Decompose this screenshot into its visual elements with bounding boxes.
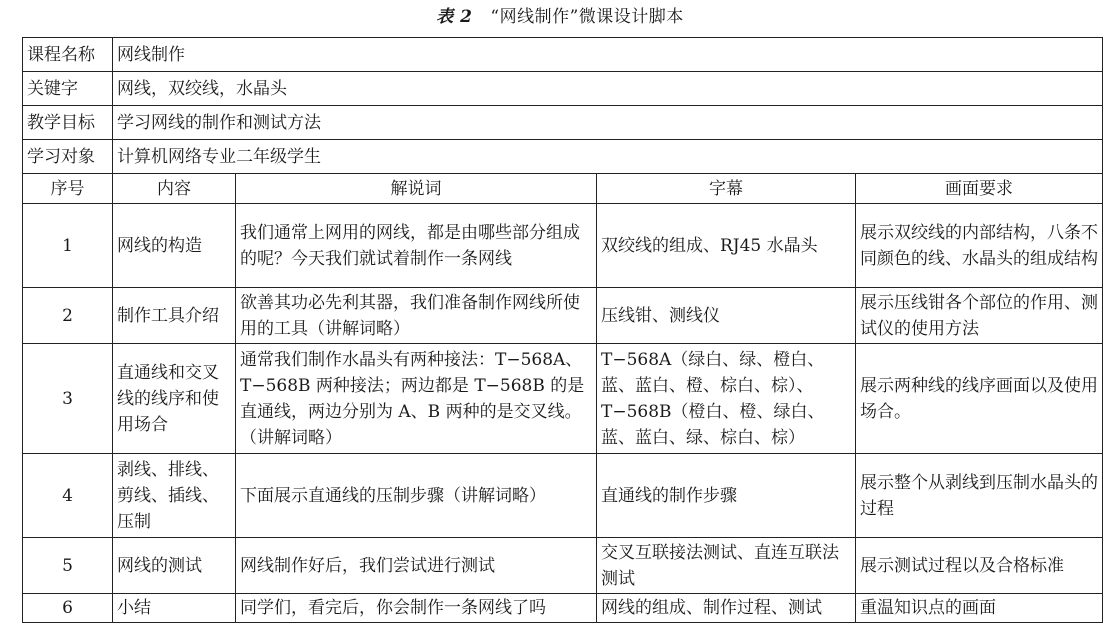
row-index: 1 bbox=[23, 204, 113, 288]
table-row bbox=[23, 288, 1103, 344]
row-subtitle: 网线的组成、制作过程、测试 bbox=[597, 594, 856, 623]
row-narration: 我们通常上网用的网线，都是由哪些部分组成的呢？今天我们就试着制作一条网线 bbox=[236, 204, 597, 288]
caption-number: 表 2 bbox=[436, 7, 473, 27]
row-content: 小结 bbox=[113, 594, 236, 623]
row-narration: 通常我们制作水晶头有两种接法：T−568A、T−568B 两种接法；两边都是 T−568B 的是直通线，两边分别为 A、B 两种的是交叉线。（讲解词略） bbox=[236, 344, 597, 454]
row-index: 6 bbox=[23, 594, 113, 623]
row-visual: 展示压线钳各个部位的作用、测试仪的使用方法 bbox=[856, 288, 1103, 344]
column-header-row bbox=[23, 174, 1103, 204]
info-label: 教学目标 bbox=[23, 106, 113, 140]
table-caption bbox=[0, 6, 1120, 28]
header-narration: 解说词 bbox=[236, 174, 597, 204]
info-label: 关键字 bbox=[23, 72, 113, 106]
info-label: 课程名称 bbox=[23, 38, 113, 72]
row-visual: 展示整个从剥线到压制水晶头的过程 bbox=[856, 454, 1103, 538]
row-content: 制作工具介绍 bbox=[113, 288, 236, 344]
row-visual: 展示两种线的线序画面以及使用场合。 bbox=[856, 344, 1103, 454]
info-value: 网线，双绞线，水晶头 bbox=[113, 72, 1103, 106]
caption-title: “网线制作”微课设计脚本 bbox=[490, 7, 684, 27]
info-row-keywords bbox=[23, 72, 1103, 106]
micro-course-script-table bbox=[22, 37, 1103, 623]
header-visual: 画面要求 bbox=[856, 174, 1103, 204]
row-visual: 展示测试过程以及合格标准 bbox=[856, 538, 1103, 594]
row-narration: 同学们，看完后，你会制作一条网线了吗 bbox=[236, 594, 597, 623]
row-index: 3 bbox=[23, 344, 113, 454]
table-row bbox=[23, 344, 1103, 454]
header-content: 内容 bbox=[113, 174, 236, 204]
row-index: 2 bbox=[23, 288, 113, 344]
row-content: 剥线、排线、剪线、插线、压制 bbox=[113, 454, 236, 538]
row-visual: 重温知识点的画面 bbox=[856, 594, 1103, 623]
row-index: 5 bbox=[23, 538, 113, 594]
info-value: 网线制作 bbox=[113, 38, 1103, 72]
row-subtitle: 双绞线的组成、RJ45 水晶头 bbox=[597, 204, 856, 288]
row-subtitle: T−568A（绿白、绿、橙白、蓝、蓝白、橙、棕白、棕）、T−568B（橙白、橙、绿白、蓝、蓝白、绿、棕白、棕） bbox=[597, 344, 856, 454]
row-index: 4 bbox=[23, 454, 113, 538]
row-content: 网线的构造 bbox=[113, 204, 236, 288]
header-index: 序号 bbox=[23, 174, 113, 204]
row-content: 直通线和交叉线的线序和使用场合 bbox=[113, 344, 236, 454]
row-subtitle: 压线钳、测线仪 bbox=[597, 288, 856, 344]
row-narration: 欲善其功必先利其器，我们准备制作网线所使用的工具（讲解词略） bbox=[236, 288, 597, 344]
row-narration: 下面展示直通线的压制步骤（讲解词略） bbox=[236, 454, 597, 538]
table-row bbox=[23, 538, 1103, 594]
info-row-course-name bbox=[23, 38, 1103, 72]
info-label: 学习对象 bbox=[23, 140, 113, 174]
table-row bbox=[23, 594, 1103, 623]
info-value: 计算机网络专业二年级学生 bbox=[113, 140, 1103, 174]
table-row bbox=[23, 454, 1103, 538]
row-subtitle: 直通线的制作步骤 bbox=[597, 454, 856, 538]
info-value: 学习网线的制作和测试方法 bbox=[113, 106, 1103, 140]
info-row-audience bbox=[23, 140, 1103, 174]
header-subtitle: 字幕 bbox=[597, 174, 856, 204]
row-content: 网线的测试 bbox=[113, 538, 236, 594]
row-subtitle: 交叉互联接法测试、直连互联法测试 bbox=[597, 538, 856, 594]
row-narration: 网线制作好后，我们尝试进行测试 bbox=[236, 538, 597, 594]
table-row bbox=[23, 204, 1103, 288]
row-visual: 展示双绞线的内部结构，八条不同颜色的线、水晶头的组成结构 bbox=[856, 204, 1103, 288]
info-row-objective bbox=[23, 106, 1103, 140]
